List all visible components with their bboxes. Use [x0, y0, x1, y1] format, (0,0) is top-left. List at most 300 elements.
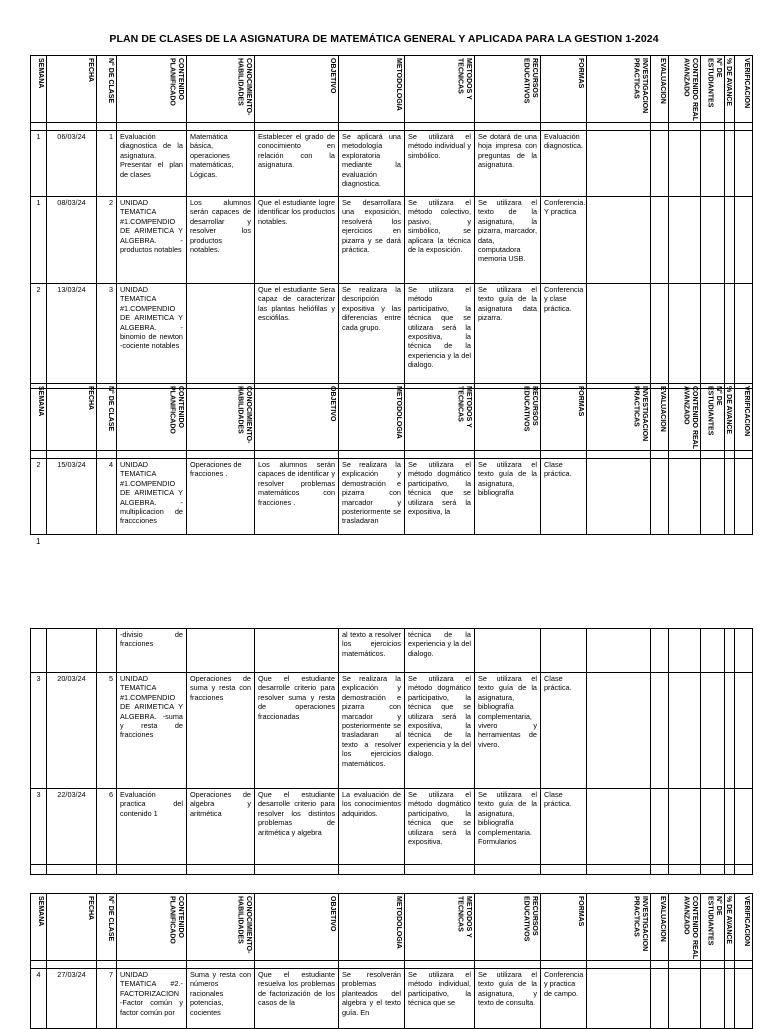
- column-header: [587, 894, 651, 961]
- table-cell: [475, 629, 541, 673]
- table-cell: [735, 131, 753, 197]
- table-cell: [669, 961, 701, 969]
- table-cell: Conferencia. Y practica: [541, 197, 587, 284]
- table-cell: [541, 451, 587, 459]
- col-verificacion: [735, 56, 753, 123]
- table-cell: [541, 961, 587, 969]
- table-cell: [701, 961, 725, 969]
- column-header: [339, 384, 405, 451]
- table-cell: Se utilizara el texto guía de la asignatura data pizarra.: [475, 284, 541, 389]
- table-cell: La evaluación de los conocimientos adquiridos.: [339, 789, 405, 865]
- table-cell: [735, 969, 753, 1029]
- table-cell: 4: [97, 459, 117, 535]
- table-cell: Operaciones de suma y resta con fracciones: [187, 673, 255, 789]
- table-cell: [31, 451, 47, 459]
- table-cell: Que el estudiante desarrolle criterio para resolver suma y resta de operaciones fraccionadas: [255, 673, 339, 789]
- table-cell: [255, 451, 339, 459]
- table-cell: 2: [31, 459, 47, 535]
- column-header-label: METODOS Y TECNICAS: [456, 386, 472, 428]
- column-header: [187, 894, 255, 961]
- table-cell: [725, 629, 735, 673]
- column-header: [47, 894, 97, 961]
- table-cell: Los alumnos serán capaces de identificar y resolver problemas matemáticos con fracciones .: [255, 459, 339, 535]
- column-header-label: SEMANA: [37, 896, 44, 927]
- table-cell: técnica de la experiencia y la del dialogo.: [405, 629, 475, 673]
- col-investigacion: [587, 56, 651, 123]
- table-cell: [669, 969, 701, 1029]
- col-clase: [97, 56, 117, 123]
- table-cell: [117, 961, 187, 969]
- table-cell: [97, 865, 117, 875]
- column-header-label: EVALUACION: [659, 386, 666, 432]
- table-cell: [187, 451, 255, 459]
- table-cell: [587, 123, 651, 131]
- table-cell: Se utilizara el texto guía de la asignatura, bibliografía: [475, 459, 541, 535]
- table-cell: 20/03/24: [47, 673, 97, 789]
- table-cell: [475, 123, 541, 131]
- col-estudiantes: [701, 56, 725, 123]
- column-header-label: METODOS Y TECNICAS: [456, 896, 472, 938]
- table-cell: Evaluación practica del contenido 1: [117, 789, 187, 865]
- column-header: [475, 894, 541, 961]
- table-cell: [405, 865, 475, 875]
- column-header: [651, 894, 669, 961]
- column-header-label: CONTENIDO REAL AVANZADO: [682, 386, 698, 449]
- table-cell: Que el estudiante resuelva los problemas de factorización de los casos de la: [255, 969, 339, 1029]
- header-row: [31, 384, 753, 451]
- col-fecha: [47, 56, 97, 123]
- table-cell: Se realizara la descripción expositiva y las diferencias entre cada grupo.: [339, 284, 405, 389]
- table-row: [31, 789, 753, 865]
- plan-table-1: [30, 55, 753, 389]
- table-cell: [701, 197, 725, 284]
- column-header-label: CONTENIDO PLANIFICADO: [168, 386, 184, 434]
- table-cell: Se aplicará una metodología exploratoria mediante la evaluación diagnostica.: [339, 131, 405, 197]
- table-cell: Se utilizará el método individual y simbólico.: [405, 131, 475, 197]
- table-cell: [475, 961, 541, 969]
- table-cell: 5: [97, 673, 117, 789]
- table-cell: Se utilizara el texto guía de la asignatura, bibliografía complementaria, vivero y herramientas de vivero.: [475, 673, 541, 789]
- col-contenido: [117, 56, 187, 123]
- table-cell: [735, 629, 753, 673]
- table-cell: [117, 865, 187, 875]
- column-header: [541, 384, 587, 451]
- column-header-label: CONOCIMIENTO- HABILIDADES: [236, 58, 252, 116]
- table-cell: [587, 197, 651, 284]
- column-header-label: CONTENIDO PLANIFICADO: [168, 58, 184, 106]
- table-cell: Se utilizara el método dogmático participativo, la técnica que se utilizara será la expositiva, la: [405, 459, 475, 535]
- table-cell: [651, 284, 669, 389]
- column-header: [587, 384, 651, 451]
- table-cell: Matemática básica, operaciones matemáticas, Lógicas.: [187, 131, 255, 197]
- table-cell: 3: [97, 284, 117, 389]
- table-cell: Clase práctica.: [541, 673, 587, 789]
- table-cell: 08/03/24: [47, 197, 97, 284]
- table-cell: [701, 673, 725, 789]
- column-header: [187, 384, 255, 451]
- table-cell: [651, 789, 669, 865]
- column-header: [735, 894, 753, 961]
- column-header-label: % DE AVANCE: [725, 386, 732, 435]
- table-cell: 6: [97, 789, 117, 865]
- table-cell: [587, 131, 651, 197]
- table-cell: [735, 865, 753, 875]
- table-cell: [735, 789, 753, 865]
- table-cell: UNIDAD TEMATICA #1.COMPENDIO DE ARIMETICA Y ALGEBRA. -multiplicacion de fraccciones: [117, 459, 187, 535]
- table-cell: [255, 123, 339, 131]
- column-header-label: METODOLOGIA: [395, 896, 402, 949]
- column-header-label: FORMAS: [577, 58, 584, 89]
- table-cell: 1: [97, 131, 117, 197]
- table-cell: [669, 284, 701, 389]
- table-cell: [725, 197, 735, 284]
- table-cell: [701, 123, 725, 131]
- table-cell: 3: [31, 789, 47, 865]
- spacer-row: [31, 123, 753, 131]
- table-cell: [725, 459, 735, 535]
- table-cell: [669, 789, 701, 865]
- column-header: [405, 894, 475, 961]
- table-cell: Se dotará de una hoja impresa con preguntas de la asignatura.: [475, 131, 541, 197]
- table-cell: Se desarrollara una exposición, resolverá los ejercicios en pizarra y se dará práctica.: [339, 197, 405, 284]
- table-cell: 06/03/24: [47, 131, 97, 197]
- table-cell: Se utilizara el texto guía de la asignatura, y texto de consulta.: [475, 969, 541, 1029]
- table-cell: [651, 459, 669, 535]
- column-header-label: N° DE CLASE: [107, 58, 114, 104]
- column-header-label: OBJETIVO: [329, 386, 336, 422]
- column-header: [255, 384, 339, 451]
- column-header-label: OBJETIVO: [329, 896, 336, 932]
- table-cell: 3: [31, 673, 47, 789]
- table-cell: [405, 123, 475, 131]
- table-cell: [97, 961, 117, 969]
- table-cell: Clase práctica.: [541, 789, 587, 865]
- table-cell: Conferencia y practica de campo.: [541, 969, 587, 1029]
- column-header-label: METODOS Y TECNICAS: [456, 58, 472, 100]
- table-cell: [587, 629, 651, 673]
- table-cell: [669, 123, 701, 131]
- column-header: [117, 894, 187, 961]
- col-formas: [541, 56, 587, 123]
- table-cell: Operaciones de algebra y aritmética: [187, 789, 255, 865]
- table-cell: 15/03/24: [47, 459, 97, 535]
- column-header-label: CONOCIMIENTO- HABILIDADES: [236, 896, 252, 954]
- table-cell: [725, 451, 735, 459]
- table-row: [31, 197, 753, 284]
- table-cell: 1: [31, 131, 47, 197]
- table-cell: [187, 284, 255, 389]
- table-row: [31, 459, 753, 535]
- column-header-label: N° DE ESTUDIANTES: [706, 386, 722, 436]
- table-cell: [587, 961, 651, 969]
- col-contenido-real: [669, 56, 701, 123]
- table-cell: [735, 284, 753, 389]
- document-title: PLAN DE CLASES DE LA ASIGNATURA DE MATEMÁTICA GENERAL Y APLICADA PARA LA GESTION 1-2024: [109, 33, 659, 45]
- column-header: [475, 384, 541, 451]
- table-cell: [405, 961, 475, 969]
- table-cell: [725, 673, 735, 789]
- column-header: [701, 384, 725, 451]
- table-row: [31, 629, 753, 673]
- table-cell: [651, 451, 669, 459]
- table-cell: -divisio de fracciones: [117, 629, 187, 673]
- table-cell: Conferencia y clase práctica.: [541, 284, 587, 389]
- spacer-row: [31, 865, 753, 875]
- column-header: [701, 894, 725, 961]
- table-cell: Se utilizara el método colectivo, pasivo, y simbólico, se aplicara la técnica de la exposición.: [405, 197, 475, 284]
- table-cell: [187, 629, 255, 673]
- table-cell: [405, 451, 475, 459]
- plan-table-4: [30, 893, 753, 1029]
- table-cell: [47, 629, 97, 673]
- column-header: [97, 894, 117, 961]
- table-cell: [735, 123, 753, 131]
- table-cell: [651, 865, 669, 875]
- column-header-label: SEMANA: [37, 58, 44, 89]
- table-cell: [701, 789, 725, 865]
- column-header-label: INVESTIGACION PRACTICAS: [632, 58, 648, 114]
- table-row: [31, 969, 753, 1029]
- table-cell: al texto a resolver los ejercicios matemáticos.: [339, 629, 405, 673]
- table-cell: [651, 131, 669, 197]
- table-cell: [31, 961, 47, 969]
- column-header: [31, 384, 47, 451]
- col-evaluacion: [651, 56, 669, 123]
- table-cell: [725, 961, 735, 969]
- table-cell: [725, 865, 735, 875]
- table-cell: [735, 197, 753, 284]
- column-header-label: % DE AVANCE: [725, 896, 732, 945]
- table-cell: [587, 969, 651, 1029]
- table-cell: UNIDAD TEMATICA #2.- FACTORIZACION -Factor común y factor común por: [117, 969, 187, 1029]
- column-header-label: FECHA: [87, 58, 94, 83]
- table-cell: Suma y resta con números racionales potencias, cocientes: [187, 969, 255, 1029]
- column-header-label: OBJETIVO: [329, 58, 336, 94]
- column-header-label: N° DE CLASE: [107, 896, 114, 942]
- table-cell: [701, 459, 725, 535]
- table-cell: [725, 123, 735, 131]
- column-header: [255, 894, 339, 961]
- table-cell: [701, 629, 725, 673]
- column-header: [541, 894, 587, 961]
- column-header-label: METODOLOGIA: [395, 386, 402, 439]
- table-cell: [587, 673, 651, 789]
- column-header-label: FECHA: [87, 896, 94, 921]
- column-header-label: N° DE ESTUDIANTES: [706, 58, 722, 108]
- table-cell: [651, 123, 669, 131]
- column-header-label: EVALUACION: [659, 58, 666, 104]
- table-cell: [587, 451, 651, 459]
- table-cell: [725, 789, 735, 865]
- col-objetivo: [255, 56, 339, 123]
- table-cell: [735, 961, 753, 969]
- column-header: [735, 384, 753, 451]
- table-cell: UNIDAD TEMATICA #1.COMPENDIO DE ARIMETICA Y ALGEBRA. -binomio de newton -cociente notables: [117, 284, 187, 389]
- column-header-label: N° DE ESTUDIANTES: [706, 896, 722, 946]
- table-cell: Se realizara la explicación y demostración e pizarra con marcador y posteriormente se trasladaran al texto a resolver los ejercicios matemáticos.: [339, 673, 405, 789]
- table-cell: [735, 673, 753, 789]
- col-conocimiento: [187, 56, 255, 123]
- table-cell: Se utilizara el texto guía de la asignatura, bibliografía complementaria. Formularios: [475, 789, 541, 865]
- table-cell: [725, 131, 735, 197]
- table-cell: [587, 459, 651, 535]
- table-cell: [701, 865, 725, 875]
- table-cell: 27/03/24: [47, 969, 97, 1029]
- column-header-label: INVESTIGACION PRACTICAS: [632, 386, 648, 442]
- table-cell: [475, 865, 541, 875]
- table-cell: 2: [31, 284, 47, 389]
- column-header: [651, 384, 669, 451]
- table-cell: [651, 629, 669, 673]
- table-cell: [669, 865, 701, 875]
- table-cell: [97, 123, 117, 131]
- table-row: [31, 131, 753, 197]
- table-cell: Establecer el grado de conocimiento en relación con la asignatura.: [255, 131, 339, 197]
- col-avance: [725, 56, 735, 123]
- table-cell: [255, 865, 339, 875]
- table-cell: Se utilizara el método dogmático participativo, la técnica que se utilizara será la expositiva.: [405, 789, 475, 865]
- table-cell: [587, 865, 651, 875]
- header-row: [31, 56, 753, 123]
- table-cell: [47, 961, 97, 969]
- column-header-label: % DE AVANCE: [725, 58, 732, 107]
- table-row: [31, 673, 753, 789]
- table-cell: Se utilizara el texto de la asignatura, la pizarra, marcador, data, computadora memoria USB.: [475, 197, 541, 284]
- column-header: [31, 894, 47, 961]
- table-cell: [187, 865, 255, 875]
- column-header-label: VERIFICACION: [743, 386, 750, 437]
- column-header-label: RECURSOS EDUCATIVOS: [522, 58, 538, 104]
- col-metodos: [405, 56, 475, 123]
- column-header-label: VERIFICACION: [743, 58, 750, 109]
- column-header: [725, 894, 735, 961]
- col-semana: [31, 56, 47, 123]
- table-cell: 2: [97, 197, 117, 284]
- plan-table-3: [30, 628, 753, 875]
- table-cell: UNIDAD TEMATICA #1.COMPENDIO DE ARIMETICA Y ALGEBRA. -suma y resta de fracciones: [117, 673, 187, 789]
- table-cell: Evaluación diagnostica.: [541, 131, 587, 197]
- column-header-label: SEMANA: [37, 386, 44, 417]
- table-cell: [47, 451, 97, 459]
- spacer-row: [31, 961, 753, 969]
- table-cell: [255, 629, 339, 673]
- table-cell: [541, 629, 587, 673]
- column-header-label: RECURSOS EDUCATIVOS: [522, 386, 538, 432]
- table-cell: [587, 284, 651, 389]
- table-cell: [255, 961, 339, 969]
- header-row: [31, 894, 753, 961]
- table-cell: Operaciones de fracciones .: [187, 459, 255, 535]
- table-cell: 22/03/24: [47, 789, 97, 865]
- table-cell: [701, 451, 725, 459]
- column-header-label: RECURSOS EDUCATIVOS: [522, 896, 538, 942]
- column-header: [339, 894, 405, 961]
- table-cell: [117, 123, 187, 131]
- table-cell: [651, 969, 669, 1029]
- table-cell: [735, 451, 753, 459]
- table-cell: [31, 123, 47, 131]
- column-header-label: EVALUACION: [659, 896, 666, 942]
- col-recursos: [475, 56, 541, 123]
- table-cell: Que el estudiante desarrolle criterio para resolver los distintos problemas de aritmética y algebra: [255, 789, 339, 865]
- table-cell: Se utilizara el método individual, participativo, la técnica que se: [405, 969, 475, 1029]
- column-header: [725, 384, 735, 451]
- table-cell: [669, 459, 701, 535]
- table-cell: [587, 789, 651, 865]
- table-cell: [117, 451, 187, 459]
- table-cell: Que el estudiante Sera capaz de caracterizar las plantas heliófilas y esciófilas.: [255, 284, 339, 389]
- table-cell: [669, 451, 701, 459]
- table-cell: [97, 629, 117, 673]
- table-cell: Que el estudiante logre identificar los productos notables.: [255, 197, 339, 284]
- column-header: [669, 384, 701, 451]
- table-cell: [725, 969, 735, 1029]
- column-header-label: FORMAS: [577, 896, 584, 927]
- table-cell: [339, 451, 405, 459]
- table-cell: [669, 131, 701, 197]
- column-header: [405, 384, 475, 451]
- table-cell: Se utilizara el método participativo, la técnica que se utilizara será la expositiva, la técnica de la experiencia y la del dialogo.: [405, 284, 475, 389]
- column-header: [117, 384, 187, 451]
- table-cell: [735, 459, 753, 535]
- column-header-label: CONTENIDO PLANIFICADO: [168, 896, 184, 944]
- table-cell: [651, 673, 669, 789]
- table-cell: UNIDAD TEMATICA #1.COMPENDIO DE ARIMETICA Y ALGEBRA. -productos notables: [117, 197, 187, 284]
- column-header-label: METODOLOGIA: [395, 58, 402, 111]
- plan-table-2: [30, 383, 753, 535]
- column-header-label: FORMAS: [577, 386, 584, 417]
- table-cell: [701, 969, 725, 1029]
- table-cell: 7: [97, 969, 117, 1029]
- table-cell: [651, 197, 669, 284]
- table-cell: 4: [31, 969, 47, 1029]
- table-cell: [187, 961, 255, 969]
- table-cell: [651, 961, 669, 969]
- table-cell: [339, 961, 405, 969]
- column-header-label: CONTENIDO REAL AVANZADO: [682, 896, 698, 959]
- table-cell: [725, 284, 735, 389]
- table-cell: [541, 865, 587, 875]
- spacer-row: [31, 451, 753, 459]
- table-cell: Clase práctica.: [541, 459, 587, 535]
- table-cell: [97, 451, 117, 459]
- table-cell: [31, 865, 47, 875]
- column-header-label: N° DE CLASE: [107, 386, 114, 432]
- table-cell: 13/03/24: [47, 284, 97, 389]
- table-cell: [47, 123, 97, 131]
- table-cell: [669, 197, 701, 284]
- column-header-label: INVESTIGACION PRACTICAS: [632, 896, 648, 952]
- table-cell: [701, 131, 725, 197]
- table-cell: Evaluación diagnostica de la asignatura. Presentar el plan de clases: [117, 131, 187, 197]
- column-header-label: CONOCIMIENTO- HABILIDADES: [236, 386, 252, 444]
- col-metodologia: [339, 56, 405, 123]
- column-header-label: CONTENIDO REAL AVANZADO: [682, 58, 698, 121]
- page-number: 1: [36, 537, 41, 546]
- table-cell: [669, 629, 701, 673]
- table-cell: [31, 629, 47, 673]
- table-cell: [339, 865, 405, 875]
- table-cell: 1: [31, 197, 47, 284]
- column-header-label: FECHA: [87, 386, 94, 411]
- table-cell: Se utilizara el método dogmático participativo, la técnica que se utilizara será la expositiva, la técnica de la experiencia y la del dialogo.: [405, 673, 475, 789]
- table-cell: [475, 451, 541, 459]
- column-header: [47, 384, 97, 451]
- table-cell: [669, 673, 701, 789]
- table-cell: [339, 123, 405, 131]
- table-cell: [187, 123, 255, 131]
- table-cell: Los alumnos serán capaces de desarrollar y resolver los productos notables.: [187, 197, 255, 284]
